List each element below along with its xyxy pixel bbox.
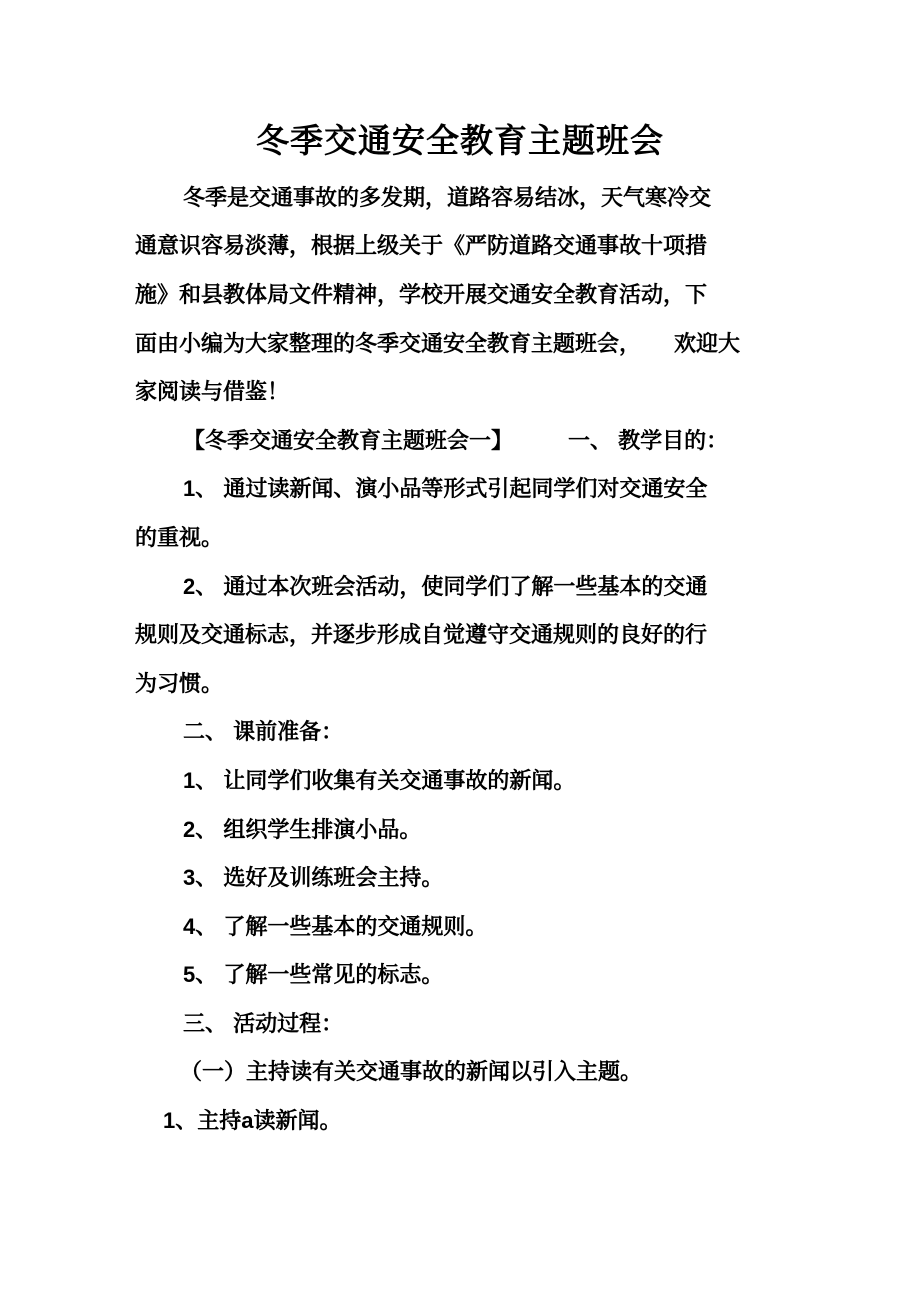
text-line: 冬季是交通事故的多发期，道路容易结冰，天气寒冷交 bbox=[183, 184, 712, 210]
text-line: 1、主持a读新闻。 bbox=[163, 1108, 342, 1134]
text-line: 通意识容易淡薄，根据上级关于《严防道路交通事故十项措 bbox=[135, 233, 708, 259]
text-line: 5、 了解一些常见的标志。 bbox=[183, 962, 444, 988]
text-line: 为习惯。 bbox=[135, 670, 224, 696]
text-line: 1、 通过读新闻、演小品等形式引起同学们对交通安全 bbox=[183, 476, 708, 502]
text-line: 面由小编为大家整理的冬季交通安全教育主题班会， 欢迎大 bbox=[135, 330, 741, 356]
text-line: 4、 了解一些基本的交通规则。 bbox=[183, 913, 488, 939]
text-line: 的重视。 bbox=[135, 524, 224, 550]
text-line: 2、 通过本次班会活动，使同学们了解一些基本的交通 bbox=[183, 573, 708, 599]
text-line: 2、 组织学生排演小品。 bbox=[183, 816, 422, 842]
text-line: 3、 选好及训练班会主持。 bbox=[183, 865, 444, 891]
text-line: 施》和县教体局文件精神，学校开展交通安全教育活动，下 bbox=[135, 281, 708, 307]
text-line: 规则及交通标志，并逐步形成自觉遵守交通规则的良好的行 bbox=[135, 622, 708, 648]
document-body bbox=[0, 172, 920, 1144]
document-title: 冬季交通安全教育主题班会 bbox=[256, 122, 664, 159]
text-line: 三、 活动过程： bbox=[183, 1010, 344, 1036]
text-line: 【冬季交通安全教育主题班会一】 一、 教学目的： bbox=[183, 427, 729, 453]
text-line: 1、 让同学们收集有关交通事故的新闻。 bbox=[183, 767, 576, 793]
text-line: 家阅读与借鉴！ bbox=[135, 379, 290, 405]
text-line: 二、 课前准备： bbox=[183, 719, 344, 745]
text-line: （一）主持读有关交通事故的新闻以引入主题。 bbox=[180, 1059, 643, 1085]
